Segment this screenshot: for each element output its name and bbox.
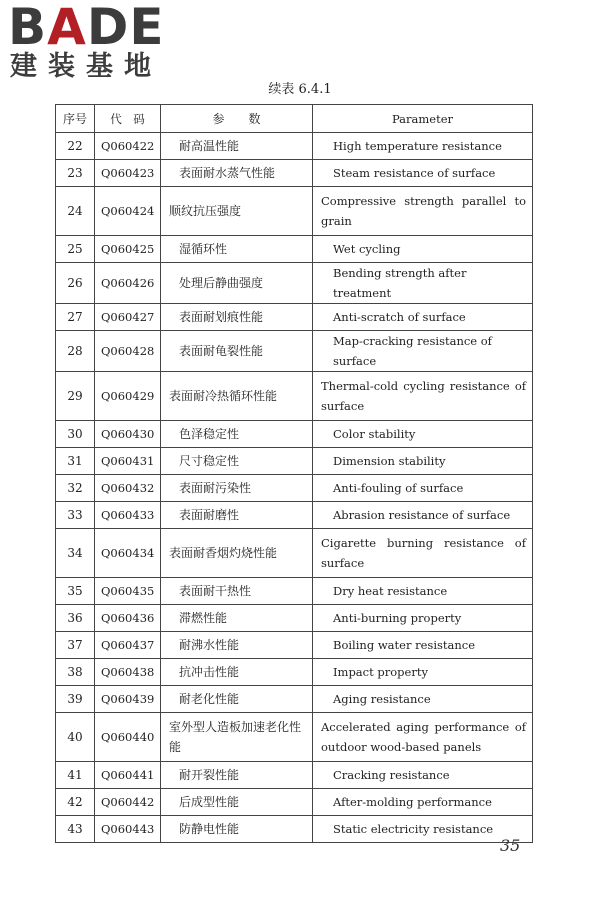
row-param-zh: 室外型人造板加速老化性能 bbox=[161, 713, 313, 762]
row-param-en: Aging resistance bbox=[313, 686, 533, 713]
row-param-en: Thermal-cold cycling resistance of surface bbox=[313, 372, 533, 421]
row-code: Q060424 bbox=[95, 187, 161, 236]
table-row bbox=[56, 762, 533, 789]
header-param-en: Parameter bbox=[313, 105, 533, 133]
row-number: 29 bbox=[56, 372, 95, 421]
row-number: 36 bbox=[56, 605, 95, 632]
table-row bbox=[56, 304, 533, 331]
row-number: 28 bbox=[56, 331, 95, 372]
logo-cjk-text: 建装基地 bbox=[10, 51, 162, 82]
table-row bbox=[56, 372, 533, 421]
row-code: Q060430 bbox=[95, 421, 161, 448]
row-param-zh: 耐老化性能 bbox=[161, 686, 313, 713]
row-code: Q060441 bbox=[95, 762, 161, 789]
row-param-zh: 抗冲击性能 bbox=[161, 659, 313, 686]
table-header-row bbox=[56, 105, 533, 133]
table-row bbox=[56, 421, 533, 448]
header-no: 序号 bbox=[56, 105, 95, 133]
row-param-en: Dimension stability bbox=[313, 448, 533, 475]
row-param-en: Cracking resistance bbox=[313, 762, 533, 789]
row-param-en: High temperature resistance bbox=[313, 133, 533, 160]
row-param-zh: 表面耐冷热循环性能 bbox=[161, 372, 313, 421]
row-param-zh: 尺寸稳定性 bbox=[161, 448, 313, 475]
table-row bbox=[56, 448, 533, 475]
row-param-zh: 湿循环性 bbox=[161, 236, 313, 263]
row-code: Q060429 bbox=[95, 372, 161, 421]
row-code: Q060435 bbox=[95, 578, 161, 605]
row-param-zh: 处理后静曲强度 bbox=[161, 263, 313, 304]
row-param-en: Anti-fouling of surface bbox=[313, 475, 533, 502]
row-number: 27 bbox=[56, 304, 95, 331]
row-param-zh: 防静电性能 bbox=[161, 816, 313, 843]
row-param-zh: 色泽稳定性 bbox=[161, 421, 313, 448]
table-row bbox=[56, 263, 533, 304]
table-row bbox=[56, 816, 533, 843]
row-code: Q060425 bbox=[95, 236, 161, 263]
row-param-en: Steam resistance of surface bbox=[313, 160, 533, 187]
row-code: Q060433 bbox=[95, 502, 161, 529]
row-code: Q060422 bbox=[95, 133, 161, 160]
row-number: 42 bbox=[56, 789, 95, 816]
table-row bbox=[56, 160, 533, 187]
table-row bbox=[56, 133, 533, 160]
row-code: Q060440 bbox=[95, 713, 161, 762]
row-param-zh: 表面耐水蒸气性能 bbox=[161, 160, 313, 187]
row-number: 30 bbox=[56, 421, 95, 448]
row-param-zh: 耐开裂性能 bbox=[161, 762, 313, 789]
row-number: 38 bbox=[56, 659, 95, 686]
row-number: 41 bbox=[56, 762, 95, 789]
row-param-zh: 滞燃性能 bbox=[161, 605, 313, 632]
row-number: 43 bbox=[56, 816, 95, 843]
table-row bbox=[56, 502, 533, 529]
row-param-en: Anti-burning property bbox=[313, 605, 533, 632]
row-param-en: Compressive strength parallel to grain bbox=[313, 187, 533, 236]
header-param-zh: 参 数 bbox=[161, 105, 313, 133]
row-code: Q060427 bbox=[95, 304, 161, 331]
row-code: Q060428 bbox=[95, 331, 161, 372]
row-number: 26 bbox=[56, 263, 95, 304]
row-number: 34 bbox=[56, 529, 95, 578]
row-number: 33 bbox=[56, 502, 95, 529]
table-row bbox=[56, 632, 533, 659]
logo-wordmark: BADE bbox=[8, 0, 165, 56]
row-number: 23 bbox=[56, 160, 95, 187]
row-param-zh: 表面耐磨性 bbox=[161, 502, 313, 529]
row-param-zh: 表面耐污染性 bbox=[161, 475, 313, 502]
row-param-zh: 表面耐干热性 bbox=[161, 578, 313, 605]
row-param-zh: 顺纹抗压强度 bbox=[161, 187, 313, 236]
row-number: 35 bbox=[56, 578, 95, 605]
row-param-en: Dry heat resistance bbox=[313, 578, 533, 605]
row-param-en: Accelerated aging performance of outdoor wood-based panels bbox=[313, 713, 533, 762]
row-code: Q060423 bbox=[95, 160, 161, 187]
row-code: Q060436 bbox=[95, 605, 161, 632]
row-param-en: Abrasion resistance of surface bbox=[313, 502, 533, 529]
row-param-zh: 表面耐龟裂性能 bbox=[161, 331, 313, 372]
row-number: 31 bbox=[56, 448, 95, 475]
table-row bbox=[56, 529, 533, 578]
row-param-en: Static electricity resistance bbox=[313, 816, 533, 843]
table-row bbox=[56, 713, 533, 762]
row-code: Q060432 bbox=[95, 475, 161, 502]
table-row bbox=[56, 331, 533, 372]
row-param-zh: 表面耐划痕性能 bbox=[161, 304, 313, 331]
row-param-en: Color stability bbox=[313, 421, 533, 448]
row-param-en: Bending strength after treatment bbox=[313, 263, 533, 304]
table-row bbox=[56, 659, 533, 686]
row-param-en: Anti-scratch of surface bbox=[313, 304, 533, 331]
table-row bbox=[56, 187, 533, 236]
table-row bbox=[56, 475, 533, 502]
row-number: 40 bbox=[56, 713, 95, 762]
row-param-zh: 耐高温性能 bbox=[161, 133, 313, 160]
row-number: 24 bbox=[56, 187, 95, 236]
row-number: 37 bbox=[56, 632, 95, 659]
row-param-en: Boiling water resistance bbox=[313, 632, 533, 659]
table-row bbox=[56, 605, 533, 632]
row-param-en: Map-cracking resistance of surface bbox=[313, 331, 533, 372]
table-row bbox=[56, 578, 533, 605]
row-param-en: Wet cycling bbox=[313, 236, 533, 263]
row-param-zh: 后成型性能 bbox=[161, 789, 313, 816]
row-param-zh: 耐沸水性能 bbox=[161, 632, 313, 659]
page-number: 35 bbox=[500, 836, 521, 855]
row-number: 22 bbox=[56, 133, 95, 160]
row-code: Q060437 bbox=[95, 632, 161, 659]
row-code: Q060431 bbox=[95, 448, 161, 475]
table-row bbox=[56, 789, 533, 816]
header-code: 代 码 bbox=[95, 105, 161, 133]
table-row bbox=[56, 686, 533, 713]
row-code: Q060426 bbox=[95, 263, 161, 304]
row-param-zh: 表面耐香烟灼烧性能 bbox=[161, 529, 313, 578]
table-row bbox=[56, 236, 533, 263]
parameter-table bbox=[55, 104, 533, 843]
row-number: 32 bbox=[56, 475, 95, 502]
row-number: 39 bbox=[56, 686, 95, 713]
row-code: Q060439 bbox=[95, 686, 161, 713]
row-number: 25 bbox=[56, 236, 95, 263]
logo bbox=[8, 2, 178, 82]
row-code: Q060434 bbox=[95, 529, 161, 578]
row-param-en: After-molding performance bbox=[313, 789, 533, 816]
row-code: Q060442 bbox=[95, 789, 161, 816]
row-param-en: Cigarette burning resistance of surface bbox=[313, 529, 533, 578]
row-code: Q060438 bbox=[95, 659, 161, 686]
row-param-en: Impact property bbox=[313, 659, 533, 686]
table-caption: 续表 6.4.1 bbox=[268, 82, 332, 97]
row-code: Q060443 bbox=[95, 816, 161, 843]
